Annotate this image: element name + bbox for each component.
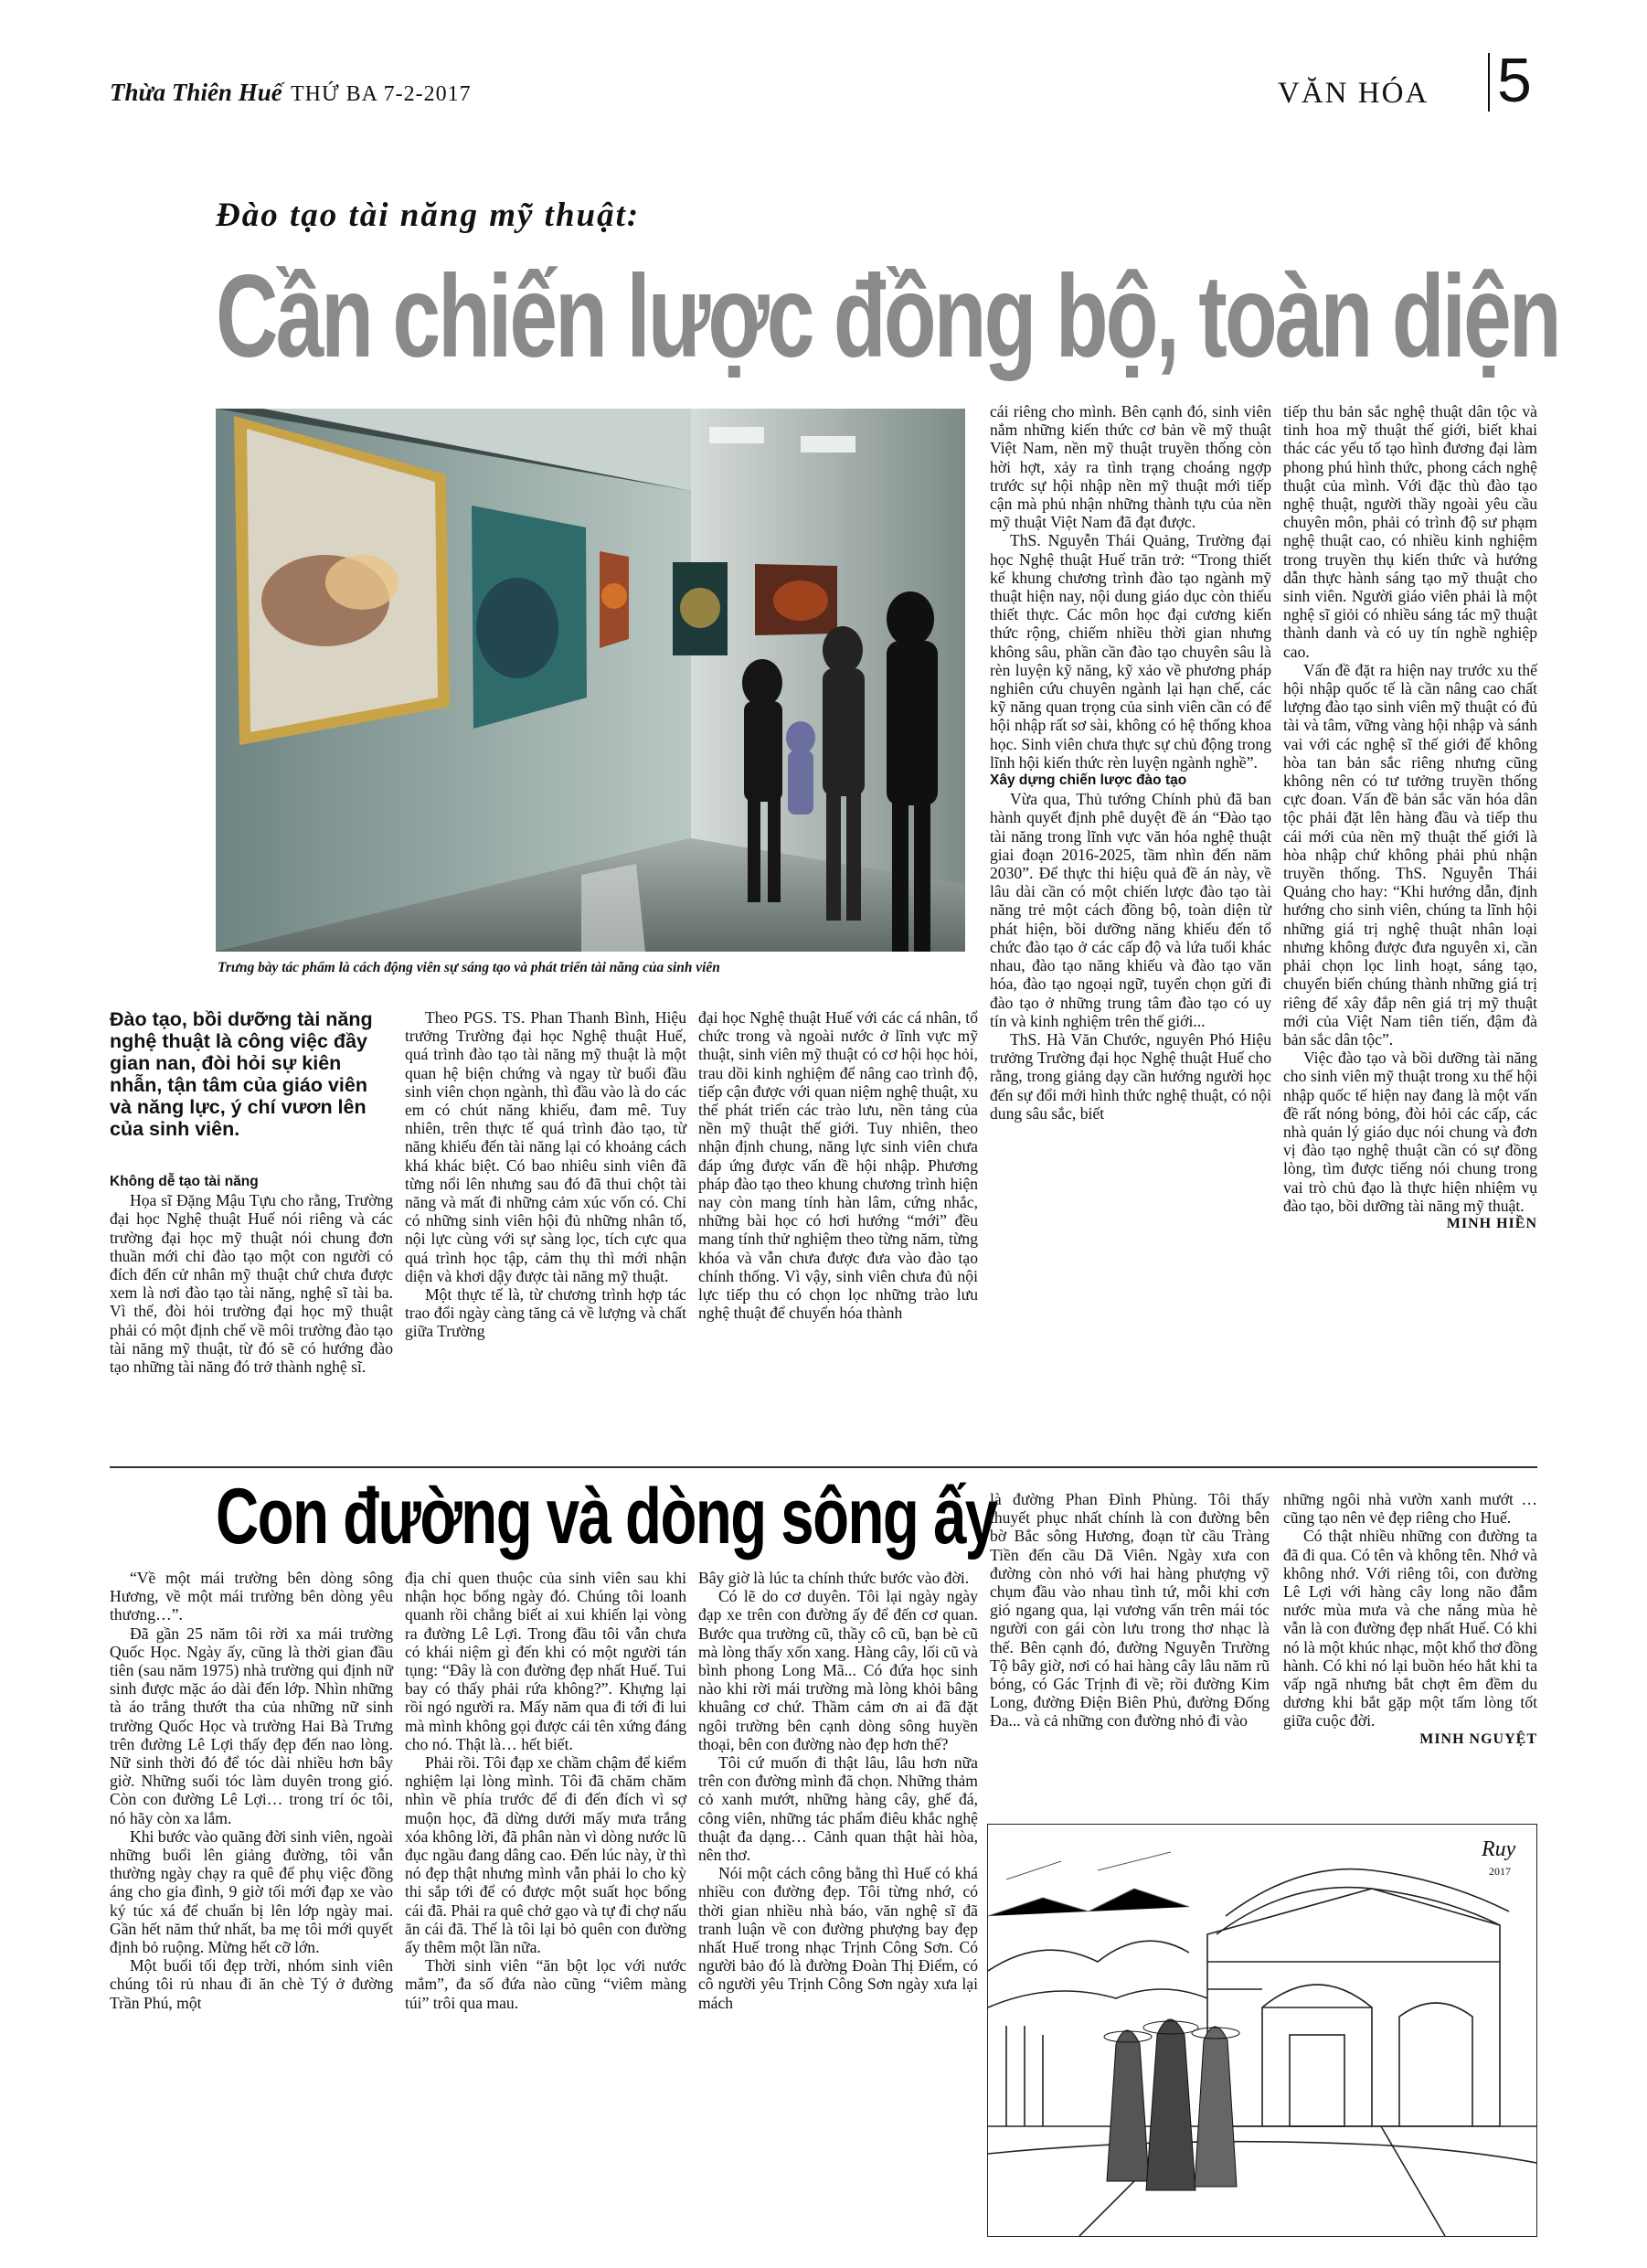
article2-column-4 — [990, 1490, 1270, 1730]
paragraph: Vừa qua, Thủ tướng Chính phủ đã ban hành quyết định phê duyệt đề án “Đào tạo tài năng trong lĩnh vực văn hóa nghệ thuật giai đoạn 2016-2025, tầm nhìn đến năm 2030”. Để thực thi hiệu quả đề án này, về lâu dài cần có một chiến lược đào tạo tài năng trẻ một cách đồng bộ, toàn diện từ phát hiện, bồi dưỡng năng khiếu đến tổ chức đào tạo ở các cấp độ và lứa tuổi khác nhau, đào tạo năng khiếu và đào tạo văn hóa, đào tạo ngoại ngữ, tuyển chọn gửi đi đào tạo ở những trung tâm đào tạo có uy tín và kinh nghiệm trên thế giới... — [990, 790, 1271, 1030]
newspaper-name: Thừa Thiên Huế — [110, 79, 282, 106]
paragraph: địa chỉ quen thuộc của sinh viên sau khi nhận học bổng ngày đó. Chúng tôi loanh quanh rồi chẳng biết ai xui khiến lại vòng ra đường Lê Lợi. Trong đầu tôi vẫn chưa có khái niệm gì đến khi có một người tán tụng: “Đây là con đường đẹp nhất Huế. Tui bay có thấy phải rứa không?”. Khựng lại rồi ngó người ra. Mấy năm qua đi tới đi lui mà mình không gọi được cái tên xứng đáng cho nó. Thật là… hết biết. — [405, 1569, 686, 1753]
photo-caption: Trưng bày tác phẩm là cách động viên sự sáng tạo và phát triển tài năng của sinh viên — [218, 960, 720, 975]
subhead-xay-dung: Xây dựng chiến lược đào tạo — [990, 772, 1187, 789]
article1-headline: Cần chiến lược đồng bộ, toàn diện — [216, 251, 1559, 382]
paragraph: là đường Phan Đình Phùng. Tôi thấy thuyết phục nhất chính là con đường bên bờ Bắc sông Hương, đoạn từ cầu Tràng Tiền đến cầu Dã Viên. Ngày xưa con đường còn nhỏ với hai hàng phượng vỹ chụm đầu vào nhau tình tứ, mỗi khi cơn gió ngang qua, lại vương vấn trên mái tóc người con gái còn lưu trong thơ nhạc là thế. Bên cạnh đó, đường Nguyễn Trường Tộ bây giờ, nơi có hai hàng cây lâu năm rũ bóng, có Gác Trịnh đi về; rồi đường Kim Long, đường Điện Biên Phủ, đường Đống Đa... và cả những con đường nhỏ đi vào — [990, 1490, 1270, 1730]
paragraph: Phải rồi. Tôi đạp xe chầm chậm để kiểm nghiệm lại lòng mình. Tôi đã chăm chăm nhìn về phía trước để đi đến đích vì sợ muộn học, đã dừng dưới mấy mưa trắng xóa không lời, đã phân nàn vì dòng nước lũ đục ngầu đang dâng cao. Đến lúc này, ừ thì nó đẹp thật nhưng mình vẫn phải lo cho kỳ thi sắp tới để có được một suất học bổng cái đã. Phải ra quê chở gạo và tự đi chợ nấu ăn cái đã. Thế là tôi lại bỏ quên con đường ấy thêm một lần nữa. — [405, 1753, 686, 1957]
section-title: VĂN HÓA — [1278, 77, 1429, 110]
issue-date: THỨ BA 7-2-2017 — [291, 82, 472, 106]
paragraph: Nói một cách công bằng thì Huế có khá nhiều con đường đẹp. Tôi từng nhớ, có thời gian nhiều nhà báo, văn nghệ sĩ đã tranh luận về con đường phượng bay đẹp nhất Huế trong nhạc Trịnh Công Sơn. Có người bảo đó là đường Đoàn Thị Điểm, có cô người yêu Trịnh Công Sơn ngày xưa lại mách — [698, 1864, 978, 2012]
street-sketch-illustration — [987, 1824, 1537, 2237]
paragraph: những ngôi nhà vườn xanh mướt … cũng tạo nên vẻ đẹp riêng cho Huế. — [1283, 1490, 1537, 1528]
paragraph: ThS. Hà Văn Chước, nguyên Phó Hiệu trưởng Trường đại học Nghệ thuật Huế cho rằng, trong giảng dạy cần hướng người học đến sự đổi mới hình thức nghệ thuật, có nội dung sâu sắc, biết — [990, 1029, 1271, 1123]
paragraph: Một buổi tối đẹp trời, nhóm sinh viên chúng tôi rủ nhau đi ăn chè Tý ở đường Trần Phú, một — [110, 1956, 393, 2012]
sketch-artist-signature: Ruy — [1482, 1837, 1516, 1861]
article1-lead: Đào tạo, bồi dưỡng tài năng nghệ thuật là công việc đầy gian nan, đòi hỏi sự kiên nhẫn, tận tâm của giáo viên và năng lực, ý chí vươn lên của sinh viên. — [110, 1008, 373, 1140]
paragraph: Việc đào tạo và bồi dưỡng tài năng cho sinh viên mỹ thuật trong xu thế hội nhập quốc tế hiện nay đang là một vấn đề rất nóng bỏng, đòi hỏi các cấp, các nhà quản lý giáo dục nói chung và đơn vị đào tạo nghệ thuật cần có sự đồng lòng, tìm được tiếng nói chung trong vai trò chủ đạo là thực hiện nhiệm vụ đào tạo, bồi dưỡng tài năng mỹ thuật. — [1283, 1049, 1537, 1215]
sketch-year: 2017 — [1489, 1865, 1511, 1878]
paragraph: Đã gần 25 năm tôi rời xa mái trường Quốc Học. Ngày ấy, cũng là thời gian đầu tiên (sau năm 1975) nhà trường qui định nữ sinh được mặc áo dài đến lớp. Nhìn những tà áo trắng thướt tha của những nữ sinh trường Quốc Học và trường Hai Bà Trưng trên đường Lê Lợi thấy đẹp đến nao lòng. Nữ sinh thời đó để tóc dài nhiều hơn bây giờ. Những suối tóc làm duyên trong gió. Còn con đường Lê Lợi… trong trí óc tôi, nó hãy còn xa lắm. — [110, 1624, 393, 1827]
paragraph: “Về một mái trường bên dòng sông Hương, về một mái trường bên dòng yêu thương…”. — [110, 1569, 393, 1624]
paragraph: Vấn đề đặt ra hiện nay trước xu thế hội nhập quốc tế là cần nâng cao chất lượng đào tạo sinh viên mỹ thuật có đủ tài và tâm, vững vàng hội nhập và sánh vai với các nghệ sĩ thế giới để không hòa tan bản sắc riêng nhưng cũng không nên có tư tưởng truyền thống cực đoan. Vấn đề bản sắc văn hóa dân tộc phải đặt lên hàng đầu và tiếp thu cái mới của nền mỹ thuật thế giới là hòa nhập chứ không phải phủ nhận truyền thống. ThS. Nguyễn Thái Quảng cho hay: “Khi hướng dẫn, định hướng cho sinh viên, chúng ta lĩnh hội những giá trị nghệ thuật nhân loại nhưng không được đưa nguyên xi, cần phải chọn lọc linh hoạt, sáng tạo, chuyển biến chúng thành những giá trị riêng để xây đắp nên giá trị mỹ thuật mới của Việt Nam tiên tiến, đậm đà bản sắc dân tộc”. — [1283, 660, 1537, 1049]
paragraph: Có lẽ do cơ duyên. Tôi lại ngày ngày đạp xe trên con đường ấy để đến cơ quan. Bước qua trường cũ, thầy cô cũ, bạn bè cũ mà lòng thấy xốn xang. Hàng cây, lối cũ và bình phong Long Mã... Có đứa học sinh nào khi rời mái trường mà lòng khỏi bâng khuâng cơ chứ. Thầm cảm ơn ai đã đặt ngôi trường bên cạnh dòng sông huyền thoại, bên con đường nào đẹp hơn thế? — [698, 1587, 978, 1753]
subhead-khong-de: Không dễ tạo tài năng — [110, 1174, 259, 1189]
gallery-photo-image — [216, 409, 965, 952]
page-number: 5 — [1497, 46, 1532, 115]
paragraph: Tôi cứ muốn đi thật lâu, lâu hơn nữa trên con đường mình đã chọn. Những thảm cỏ xanh mướt, những hàng cây, ghế đá, công viên, những tác phẩm điêu khắc nghệ thuật đa dạng… Cảnh quan thật hài hòa, nên thơ. — [698, 1753, 978, 1865]
paragraph: Họa sĩ Đặng Mậu Tựu cho rằng, Trường đại học Nghệ thuật Huế nói riêng và các trường đại học mỹ thuật nói chung đơn thuần mới chỉ đào tạo một con người có đích đến cử nhân mỹ thuật chứ chưa được xem là nơi đào tạo tài năng, nghệ sĩ tài ba. Vì thế, đòi hỏi trường đại học mỹ thuật phải có một định chế về môi trường đào tạo tài năng mỹ thuật, từ đó sẽ có hướng đào tạo những tài năng đó trở thành nghệ sĩ. — [110, 1191, 393, 1377]
author-signature: MINH NGUYỆT — [1419, 1730, 1537, 1747]
street-sketch-drawing — [988, 1825, 1536, 2236]
article1-column-5 — [1283, 402, 1537, 1233]
article2-column-5 — [1283, 1490, 1537, 1749]
header-rule — [1488, 53, 1490, 112]
gallery-photo — [216, 409, 965, 952]
article1-column-1 — [110, 1173, 393, 1376]
article1-column-3 — [698, 1008, 978, 1322]
paragraph: Một thực tế là, từ chương trình hợp tác trao đổi ngày càng tăng cả về lượng và chất giữa Trường — [405, 1285, 686, 1341]
paragraph: Bây giờ là lúc ta chính thức bước vào đời. — [698, 1569, 970, 1587]
paragraph: tiếp thu bản sắc nghệ thuật dân tộc và tinh hoa mỹ thuật thế giới, biết khai thác các yếu tố tạo hình đương đại làm phong phú hình thức, phong cách nghệ thuật của mình. Với đặc thù đào tạo nghệ thuật, người thầy ngoài yêu cầu chuyên môn, phải có trình độ sư phạm nghệ thuật cao, có nhiều kinh nghiệm trong truyền thụ kiến thức và hướng dẫn thực hành sáng tạo mỹ thuật cho sinh viên. Người giáo viên phải là một nghệ sĩ giỏi có nhiều sáng tác mỹ thuật thành danh và có uy tín nghề nghiệp cao. — [1283, 402, 1537, 661]
article2-headline: Con đường và dòng sông ấy — [216, 1473, 997, 1560]
paragraph: Có thật nhiều những con đường ta đã đi qua. Có tên và không tên. Nhớ và không nhớ. Với riêng tôi, con đường Lê Lợi với hàng cây long não đẫm nước mùa mưa và che nắng mùa hè vẫn là con đường đẹp nhất Huế. Có khi nó là một khúc nhạc, một khổ thơ đồng hành. Có khi nó lại buồn héo hắt khi ta vấp ngã nhưng bắt chợt êm đềm du dương khi bắt gặp một tấm lòng tốt giữa cuộc đời. — [1283, 1527, 1537, 1730]
article2-column-1 — [110, 1569, 393, 2012]
article2-column-3 — [698, 1569, 978, 2012]
article1-column-2 — [405, 1008, 686, 1341]
paragraph: Theo PGS. TS. Phan Thanh Bình, Hiệu trưởng Trường đại học Nghệ thuật Huế, quá trình đào tạo tài năng mỹ thuật là một quan hệ biện chứng và ngay từ buổi đầu sinh viên chọn ngành, thì đầu vào là do các em có chút năng khiếu, đam mê. Tuy nhiên, trên thực tế quá trình đào tạo, từ năng khiếu đến tài năng lại có khoảng cách khá khác biệt. Có bao nhiêu sinh viên đã từng nổi lên nhưng sau đó đã thui chột tài năng và mất đi những cảm xúc vốn có. Chỉ có những sinh viên hội đủ những nhân tố, nội lực cùng với sự sàng lọc, tích cực qua quá trình học tập, cảm thụ thì mới nhận diện và khơi dậy được tài năng mỹ thuật. — [405, 1008, 686, 1285]
paragraph: cái riêng cho mình. Bên cạnh đó, sinh viên nắm những kiến thức cơ bản về mỹ thuật Việt Nam, nền mỹ thuật truyền thống còn hời hợt, xảy ra tình trạng choáng ngợp trước sự hội nhập nền mỹ thuật mới tiếp cận mà phủ nhận những thành tựu của nền mỹ thuật Việt Nam đã đạt được. — [990, 402, 1271, 532]
article2-column-2 — [405, 1569, 686, 2012]
paragraph: Thời sinh viên “ăn bột lọc với nước mắm”, đa số đứa nào cũng “viêm màng túi” trôi qua mau. — [405, 1956, 686, 2012]
paragraph: ThS. Nguyễn Thái Quảng, Trường đại học Nghệ thuật Huế trăn trở: “Trong thiết kế khung chương trình đào tạo ngành mỹ thuật hiện nay, nội dung giáo dục còn thiếu thiết thực. Các môn học đại cương kiến thức rộng, chiếm nhiều thời gian nhưng không sâu, phần cần đào tạo chuyên sâu là rèn luyện kỹ năng, kỹ xảo về phương pháp nghiên cứu chuyên ngành lại hạn chế, các kỹ năng quan trọng của sinh viên cần có để hội nhập rất sơ sài, không có hệ thống khoa học. Sinh viên chưa thực sự chủ động trong lĩnh hội kiến thức rèn luyện ngành nghề”. — [990, 531, 1271, 772]
author-signature: MINH HIỀN — [1446, 1215, 1537, 1231]
paragraph: Khi bước vào quãng đời sinh viên, ngoài những buổi lên giảng đường, tôi vẫn thường ngày chạy ra quê để phụ việc đồng áng cho gia đình, 9 giờ tối mới đạp xe vào ký túc xá để chuẩn bị lên lớp ngày mai. Gần hết năm thứ nhất, ba mẹ tôi mới quyết định bỏ ruộng. Mừng hết cỡ lớn. — [110, 1826, 393, 1957]
paragraph: đại học Nghệ thuật Huế với các cá nhân, tổ chức trong và ngoài nước ở lĩnh vực mỹ thuật, sinh viên mỹ thuật có cơ hội học hỏi, trau dồi kinh nghiệm để nâng cao trình độ, tiếp cận được với quan niệm nghệ thuật, xu thế phát triển các trào lưu, nền tảng của nền mỹ thuật thế giới. Tuy nhiên, theo nhận định chung, năng lực sinh viên chưa đáp ứng được vấn đề hội nhập. Phương pháp đào tạo theo khung chương trình hiện nay còn mang tính hàn lâm, cứng nhắc, những bài học có hơi hướng “mới” đều mang tính thử nghiệm theo từng năm, từng khóa và vẫn chưa được đưa vào đào tạo chính thống. Vì vậy, sinh viên chưa đủ nội lực tiếp thu có chọn lọc những trào lưu nghệ thuật để chuyển hóa thành — [698, 1008, 978, 1323]
article1-kicker: Đào tạo tài năng mỹ thuật: — [216, 197, 641, 234]
article1-column-4 — [990, 402, 1271, 1123]
